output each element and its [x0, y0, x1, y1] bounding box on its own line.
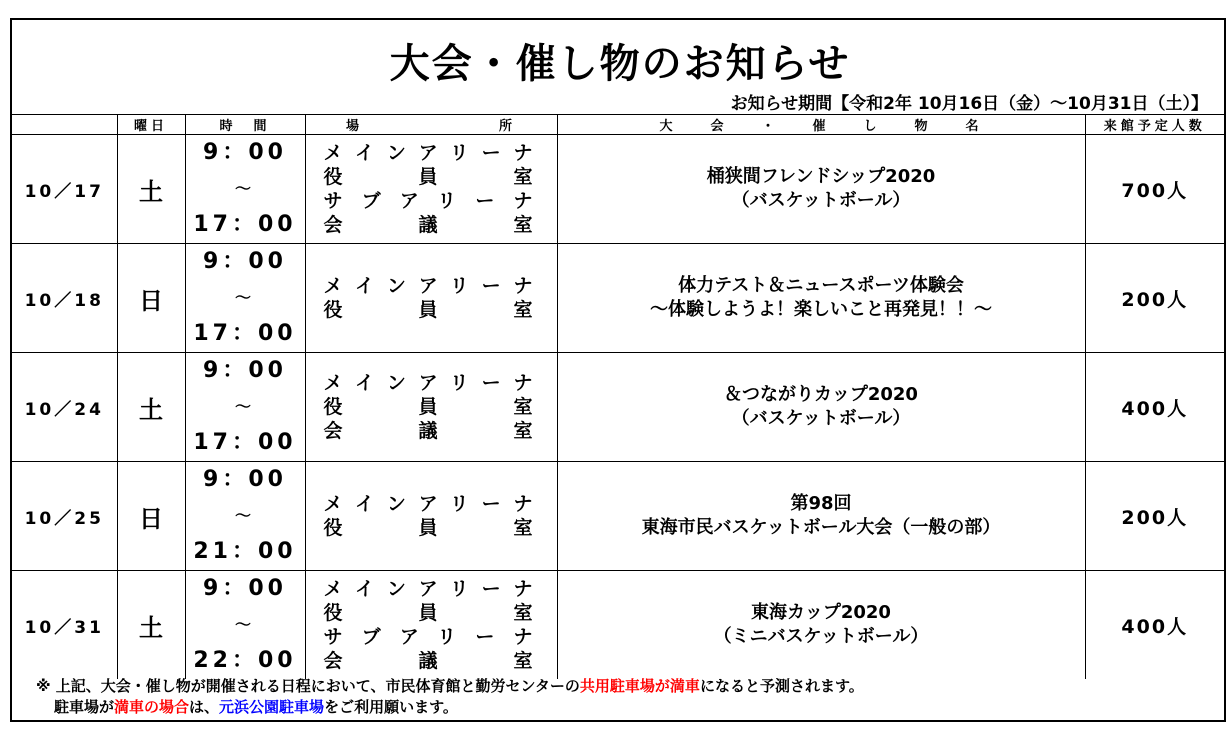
- event-line: （ミニバスケットボール）: [713, 626, 929, 647]
- cell-event: [557, 135, 1085, 244]
- time-start: 9：00: [203, 467, 287, 492]
- col-header-count: 来館予定人数: [1085, 115, 1224, 135]
- cell-place: [305, 244, 557, 353]
- cell-dow: 土: [117, 571, 185, 680]
- table-body: [12, 135, 1224, 680]
- cell-date: 10／24: [12, 353, 117, 462]
- page-title: 大会・催し物のお知らせ: [389, 41, 851, 87]
- cell-dow: 日: [117, 462, 185, 571]
- event-line: 東海市民バスケットボール大会（一般の部）: [641, 517, 1001, 538]
- event-line: 体力テスト＆ニュースポーツ体験会: [678, 275, 964, 296]
- cell-count: 200人: [1085, 244, 1224, 353]
- cell-date: 10／25: [12, 462, 117, 571]
- event-line: 東海カップ2020: [751, 602, 891, 623]
- time-separator: ～: [234, 288, 255, 307]
- cell-place: [305, 462, 557, 571]
- time-end: 21：00: [193, 539, 297, 564]
- table-row: [12, 353, 1224, 462]
- place-item: 役員室: [323, 396, 539, 418]
- cell-place: [305, 135, 557, 244]
- cell-time: [185, 135, 305, 244]
- cell-date: 10／18: [12, 244, 117, 353]
- col-header-date: [12, 115, 117, 135]
- time-start: 9：00: [203, 140, 287, 165]
- note-text: ※ 上記、大会・催し物が開催される日程において、市民体育館と勤労センターの: [36, 677, 580, 695]
- cell-time: [185, 353, 305, 462]
- place-item: 役員室: [323, 602, 539, 624]
- place-item: 役員室: [323, 299, 539, 321]
- col-header-dow: 曜日: [117, 115, 185, 135]
- table-row: [12, 135, 1224, 244]
- note-highlight-blue: 元浜公園駐車場: [219, 698, 325, 716]
- cell-count: 400人: [1085, 571, 1224, 680]
- col-header-time: 時 間: [185, 115, 305, 135]
- place-item: メインアリーナ: [323, 372, 539, 394]
- time-start: 9：00: [203, 358, 287, 383]
- event-line: ＆つながりカップ2020: [724, 384, 918, 405]
- event-table: [12, 114, 1224, 679]
- cell-time: [185, 244, 305, 353]
- cell-time: [185, 462, 305, 571]
- cell-event: [557, 353, 1085, 462]
- cell-dow: 土: [117, 353, 185, 462]
- cell-count: 200人: [1085, 462, 1224, 571]
- place-item: メインアリーナ: [323, 275, 539, 297]
- note-text: は、: [189, 698, 220, 716]
- place-item: 役員室: [323, 517, 539, 539]
- table-row: [12, 244, 1224, 353]
- time-separator: ～: [234, 179, 255, 198]
- cell-place: [305, 353, 557, 462]
- notice-period: お知らせ期間【令和2年 10月16日（金）～10月31日（土）】: [730, 94, 1208, 114]
- table-header-row: [12, 115, 1224, 135]
- cell-count: 400人: [1085, 353, 1224, 462]
- note-text: 駐車場が: [54, 698, 115, 716]
- table-row: [12, 571, 1224, 680]
- cell-event: [557, 462, 1085, 571]
- event-line: ～体験しようよ！楽しいこと再発見！！～: [650, 299, 992, 320]
- place-item: メインアリーナ: [323, 142, 539, 164]
- col-header-place: 場 所: [305, 115, 557, 135]
- place-item: 役員室: [323, 166, 539, 188]
- cell-dow: 日: [117, 244, 185, 353]
- note-line-1: [36, 676, 864, 697]
- time-separator: ～: [234, 506, 255, 525]
- table-row: [12, 462, 1224, 571]
- cell-event: [557, 244, 1085, 353]
- place-item: サブアリーナ: [323, 190, 539, 212]
- col-header-event: 大 会 ・ 催 し 物 名: [557, 115, 1085, 135]
- cell-date: 10／17: [12, 135, 117, 244]
- place-item: メインアリーナ: [323, 493, 539, 515]
- note-text: になると予測されます。: [699, 677, 864, 695]
- cell-event: [557, 571, 1085, 680]
- place-item: サブアリーナ: [323, 626, 539, 648]
- place-item: 会議室: [323, 214, 539, 236]
- cell-time: [185, 571, 305, 680]
- time-end: 17：00: [193, 430, 297, 455]
- time-end: 17：00: [193, 321, 297, 346]
- place-item: 会議室: [323, 420, 539, 442]
- place-item: メインアリーナ: [323, 578, 539, 600]
- event-line: 第98回: [790, 493, 852, 514]
- time-start: 9：00: [203, 249, 287, 274]
- note-text: をご利用願います。: [324, 698, 458, 716]
- event-line: （バスケットボール）: [731, 408, 911, 429]
- cell-place: [305, 571, 557, 680]
- note-line-2: [36, 697, 864, 718]
- place-item: 会議室: [323, 650, 539, 672]
- time-separator: ～: [234, 615, 255, 634]
- time-separator: ～: [234, 397, 255, 416]
- event-line: （バスケットボール）: [731, 190, 911, 211]
- parking-notes: [36, 676, 864, 718]
- notice-frame: [10, 18, 1226, 722]
- time-start: 9：00: [203, 576, 287, 601]
- time-end: 17：00: [193, 212, 297, 237]
- note-highlight-red: 共用駐車場が満車: [579, 677, 700, 695]
- time-end: 22：00: [193, 648, 297, 673]
- cell-count: 700人: [1085, 135, 1224, 244]
- note-highlight-red: 満車の場合: [114, 698, 190, 716]
- event-line: 桶狭間フレンドシップ2020: [706, 166, 936, 187]
- cell-dow: 土: [117, 135, 185, 244]
- cell-date: 10／31: [12, 571, 117, 680]
